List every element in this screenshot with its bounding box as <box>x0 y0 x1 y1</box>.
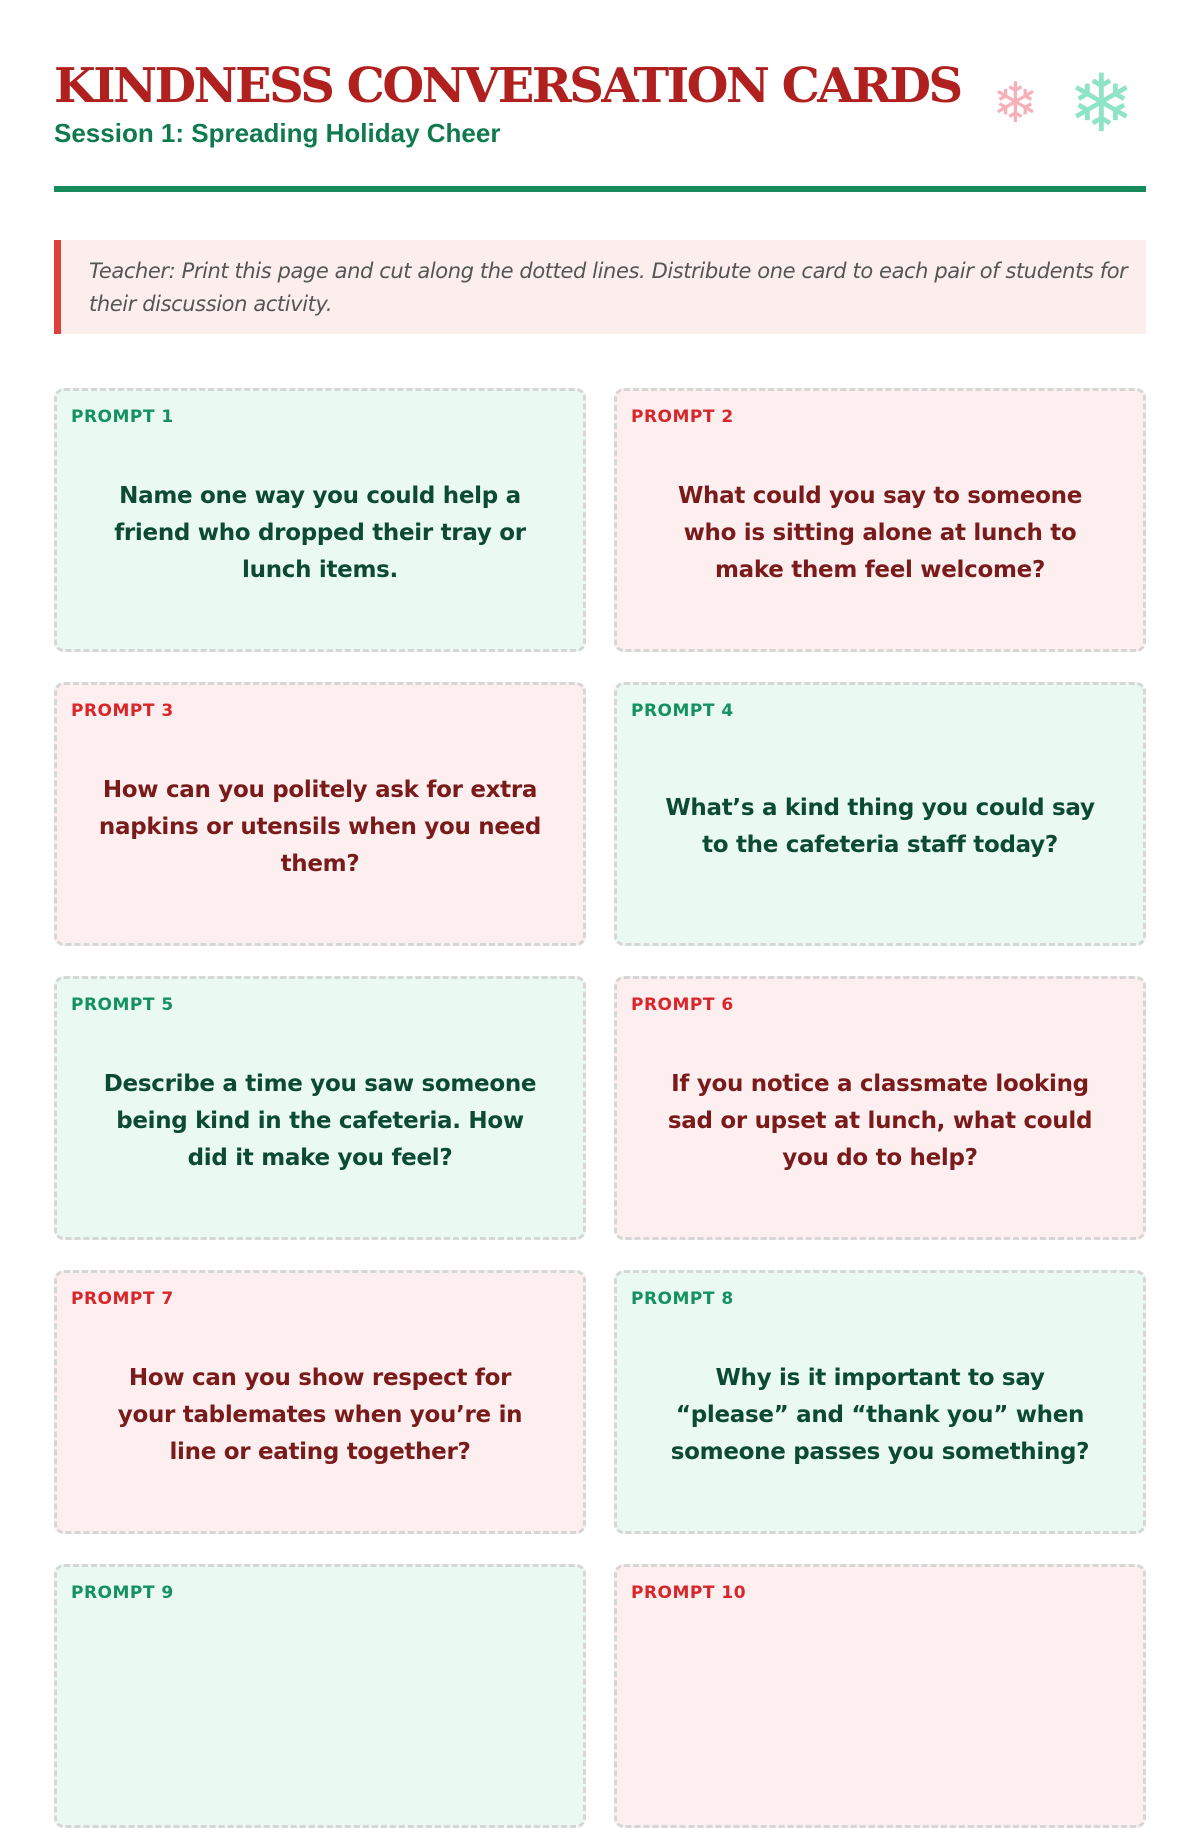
prompt-text: Name one way you could help a friend who dropped their tray or lunch items. <box>114 482 526 583</box>
prompt-text: What could you say to someone who is sitting alone at lunch to make them feel welcome? <box>677 482 1083 583</box>
snowflake-icon: ❄ <box>992 71 1039 136</box>
prompt-label: PROMPT 10 <box>631 1583 747 1603</box>
page-header <box>54 0 1146 192</box>
prompt-card-7 <box>54 1270 586 1534</box>
prompt-label: PROMPT 9 <box>71 1583 174 1603</box>
prompt-label: PROMPT 1 <box>71 407 174 427</box>
prompt-label: PROMPT 4 <box>631 701 734 721</box>
prompt-text: How can you politely ask for extra napkins or utensils when you need them? <box>98 776 542 877</box>
prompt-card-8 <box>614 1270 1146 1534</box>
prompt-label: PROMPT 8 <box>631 1289 734 1309</box>
worksheet-page <box>54 0 1146 1603</box>
prompt-card-3 <box>54 682 586 946</box>
page-subtitle: Session 1: Spreading Holiday Cheer <box>54 118 501 148</box>
prompt-text: How can you show respect for your tablemates when you’re in line or eating together? <box>117 1364 523 1465</box>
page-title: KINDNESS CONVERSATION CARDS <box>54 58 961 114</box>
teacher-note-line-2: their discussion activity. <box>89 292 333 316</box>
prompt-label: PROMPT 2 <box>631 407 734 427</box>
prompt-text: Describe a time you saw someone being kind in the cafeteria. How did it make you feel? <box>103 1070 537 1171</box>
prompt-label: PROMPT 3 <box>71 701 174 721</box>
prompt-text: If you notice a classmate looking sad or upset at lunch, what could you do to help? <box>667 1070 1093 1171</box>
prompt-card-grid <box>54 388 1146 1828</box>
snowflake-icon: ❄ <box>1068 57 1136 150</box>
prompt-text: Why is it important to say “please” and “thank you” when someone passes you something? <box>670 1364 1090 1465</box>
prompt-card-1 <box>54 388 586 652</box>
prompt-text: What’s a kind thing you could say to the cafeteria staff today? <box>665 795 1095 858</box>
teacher-note <box>54 240 1146 334</box>
prompt-card-4 <box>614 682 1146 946</box>
prompt-label: PROMPT 7 <box>71 1289 174 1309</box>
prompt-label: PROMPT 5 <box>71 995 174 1015</box>
prompt-card-6 <box>614 976 1146 1240</box>
teacher-note-line-1: Teacher: Print this page and cut along the dotted lines. Distribute one card to each pair of students for <box>89 259 1128 283</box>
prompt-card-2 <box>614 388 1146 652</box>
prompt-card-5 <box>54 976 586 1240</box>
prompt-label: PROMPT 6 <box>631 995 734 1015</box>
prompt-card-9 <box>54 1564 586 1828</box>
prompt-card-10 <box>614 1564 1146 1828</box>
